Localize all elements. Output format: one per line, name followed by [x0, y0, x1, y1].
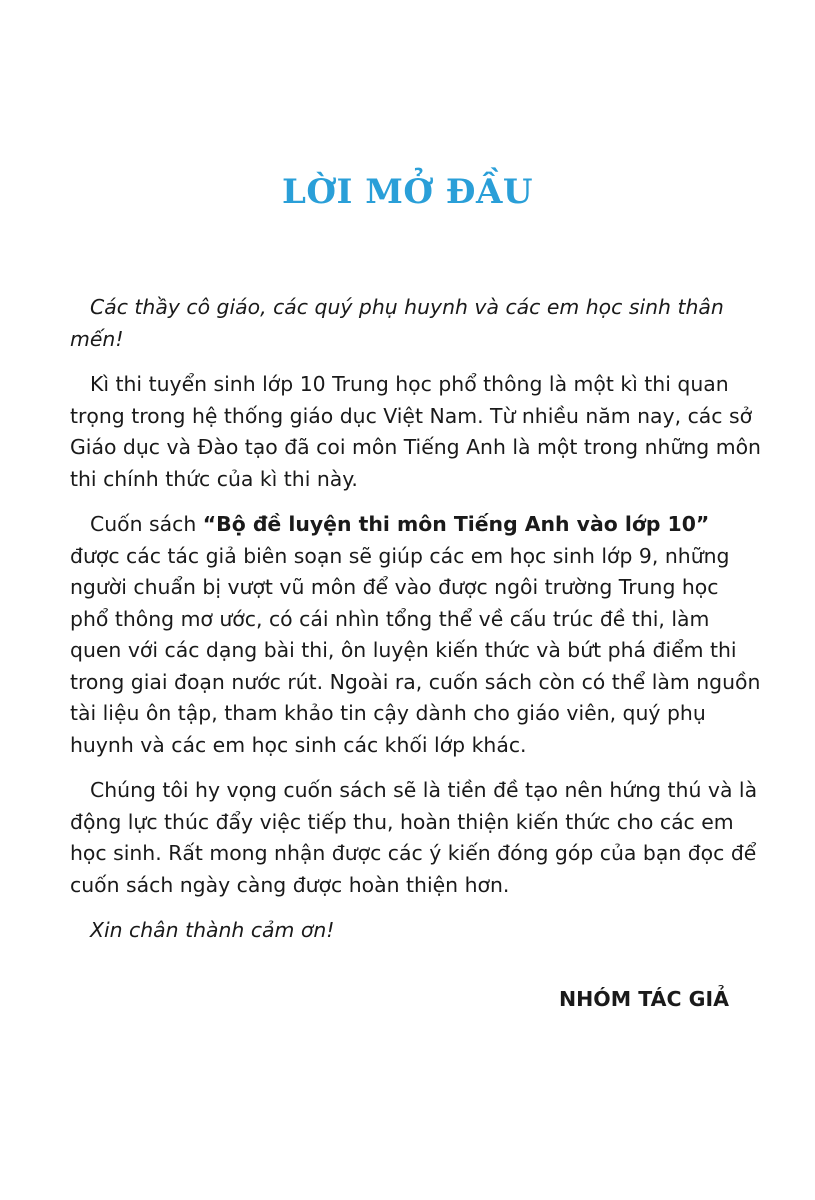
paragraph-exam-intro-text: Kì thi tuyển sinh lớp 10 Trung học phổ thông là một kì thi quan trọng trong hệ thống giáo dục Việt Nam. Từ nhiều năm nay, các sở Giáo dục và Đào tạo đã coi môn Tiếng Anh là một trong những môn thi chính thức của kì thi này.	[70, 372, 761, 491]
page-title: LỜI MỞ ĐẦU	[281, 172, 534, 212]
greeting-paragraph	[70, 292, 762, 355]
book-title: “Bộ đề luyện thi môn Tiếng Anh vào lớp 10”	[202, 512, 710, 536]
closing-line: Xin chân thành cảm ơn!	[90, 918, 335, 942]
greeting-text: Các thầy cô giáo, các quý phụ huynh và các em học sinh thân mến!	[70, 295, 724, 351]
paragraph-exam-intro	[70, 369, 762, 495]
paragraph-book-purpose-lead: Cuốn sách	[90, 512, 203, 536]
author-signature: NHÓM TÁC GIẢ	[558, 987, 729, 1011]
preface-body	[70, 292, 762, 961]
paragraph-book-purpose	[70, 509, 762, 761]
paragraph-hope-text: Chúng tôi hy vọng cuốn sách sẽ là tiền đề tạo nên hứng thú và là động lực thúc đẩy việc tiếp thu, hoàn thiện kiến thức cho các em học sinh. Rất mong nhận được các ý kiến đóng góp của bạn đọc để cuốn sách ngày càng được hoàn thiện hơn.	[70, 778, 758, 897]
paragraph-book-purpose-rest: được các tác giả biên soạn sẽ giúp các em học sinh lớp 9, những người chuẩn bị vượt vũ môn để vào được ngôi trường Trung học phổ thông mơ ước, có cái nhìn tổng thể về cấu trúc đề thi, làm quen với các dạng bài thi, ôn luyện kiến thức và bứt phá điểm thi trong giai đoạn nước rút. Ngoài ra, cuốn sách còn có thể làm nguồn tài liệu ôn tập, tham khảo tin cậy dành cho giáo viên, quý phụ huynh và các em học sinh các khối lớp khác.	[70, 543, 761, 757]
paragraph-hope	[70, 775, 762, 901]
